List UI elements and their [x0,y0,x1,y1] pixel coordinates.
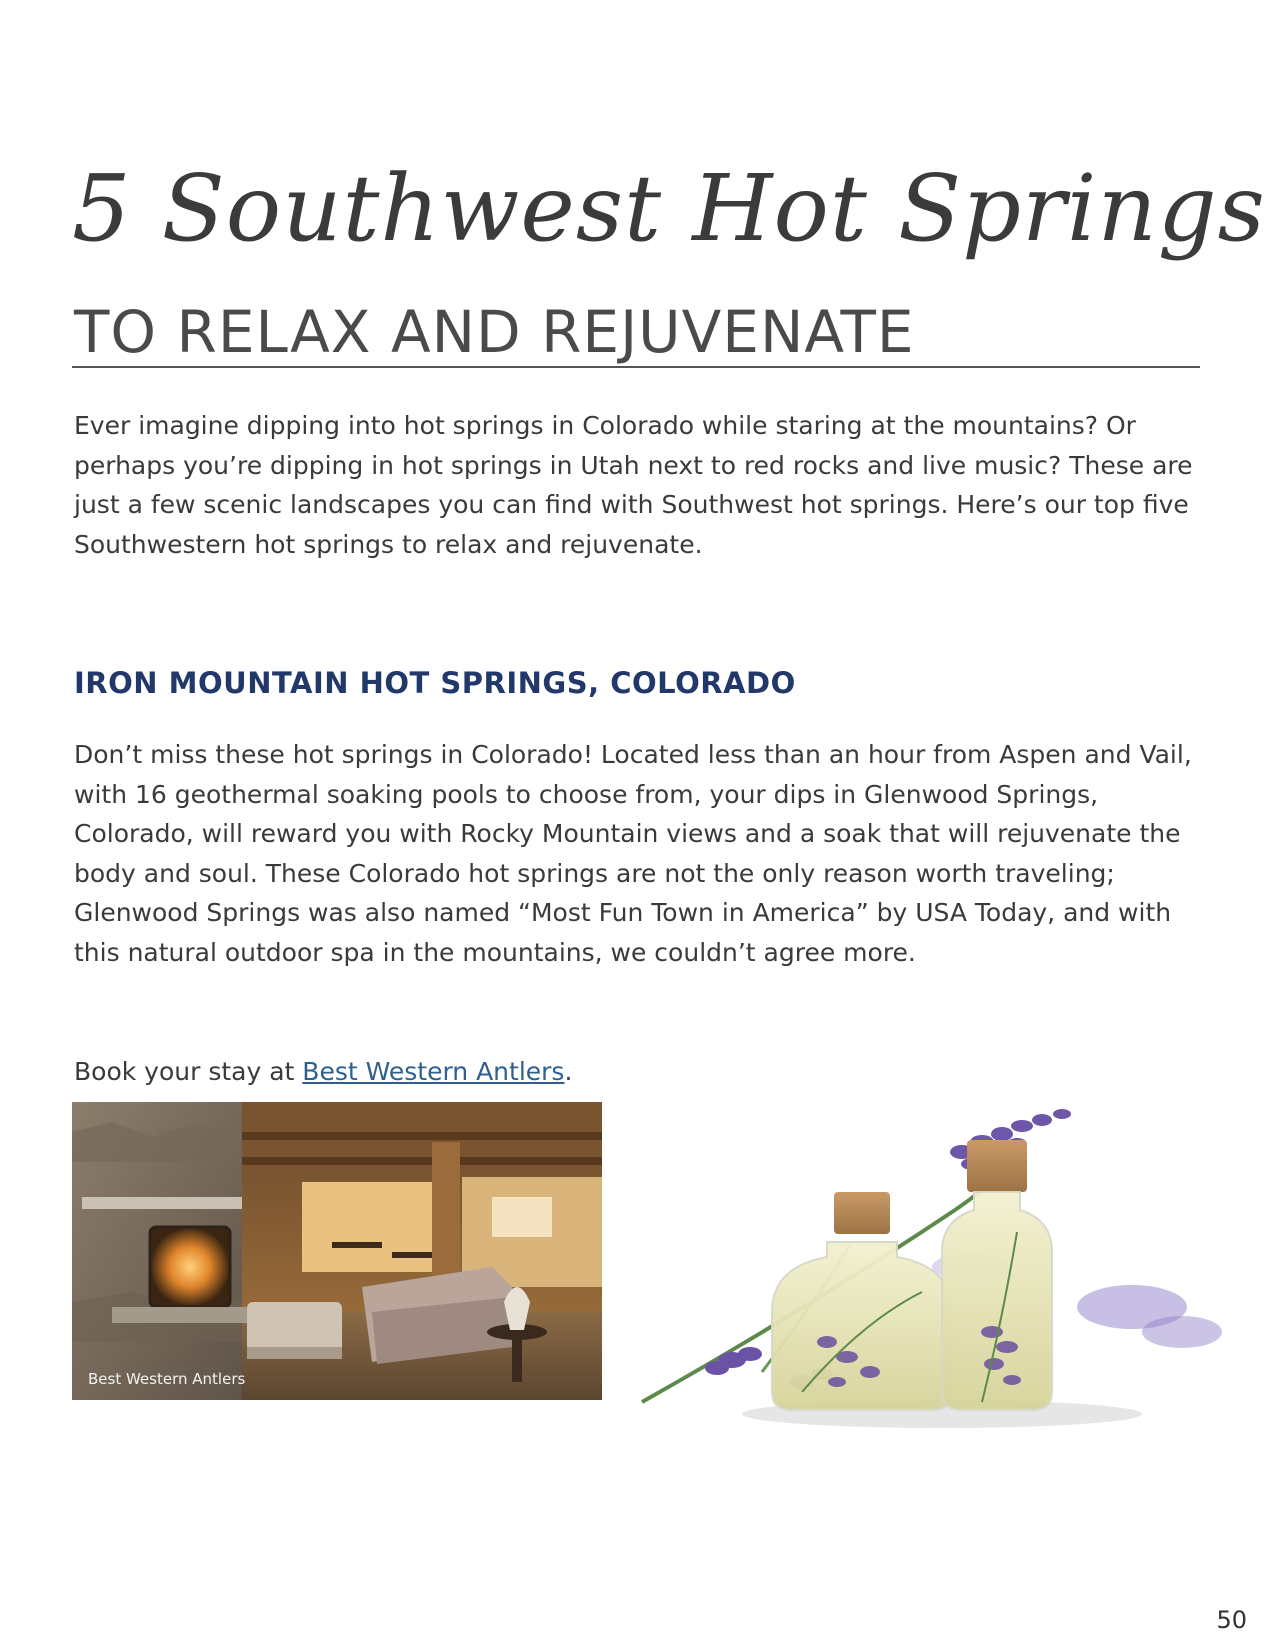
booking-line [74,1052,1204,1092]
page-subtitle: TO RELAX AND REJUVENATE [74,298,915,367]
intro-paragraph: Ever imagine dipping into hot springs in Colorado while staring at the mountains? Or perhaps you’re dipping in hot springs in Utah next to red rocks and live music? These are just a few scenic landscapes you can find with Southwest hot springs. Here’s our top five Southwestern hot springs to relax and rejuvenate. [74,411,1193,559]
hotel-lobby-photo [72,1102,602,1400]
page-title-script: 5 Southwest Hot Springs [72,154,1266,262]
booking-prefix: Book your stay at [74,1057,303,1086]
booking-suffix: . [564,1057,573,1086]
title-divider [72,366,1200,368]
lobby-illustration [72,1102,602,1400]
section-heading-iron-mountain: IRON MOUNTAIN HOT SPRINGS, COLORADO [74,666,796,700]
section-body-iron-mountain: Don’t miss these hot springs in Colorado! Located less than an hour from Aspen and Vail, with 16 geothermal soaking pools to choose from, your dips in Glenwood Springs, Colorado, will reward you with Rocky Mountain views and a soak that will rejuvenate the body and soul. These Colorado hot springs are not the only reason worth traveling; Glenwood Springs was also named “Most Fun Town in America” by USA Today, and with this natural outdoor spa in the mountains, we couldn’t agree more. [74,740,1192,967]
best-western-antlers-link[interactable]: Best Western Antlers [302,1057,565,1086]
page-number: 50 [1216,1606,1247,1634]
lobby-photo-caption: Best Western Antlers [88,1370,246,1388]
lavender-oil-bottles-photo [622,1092,1242,1512]
